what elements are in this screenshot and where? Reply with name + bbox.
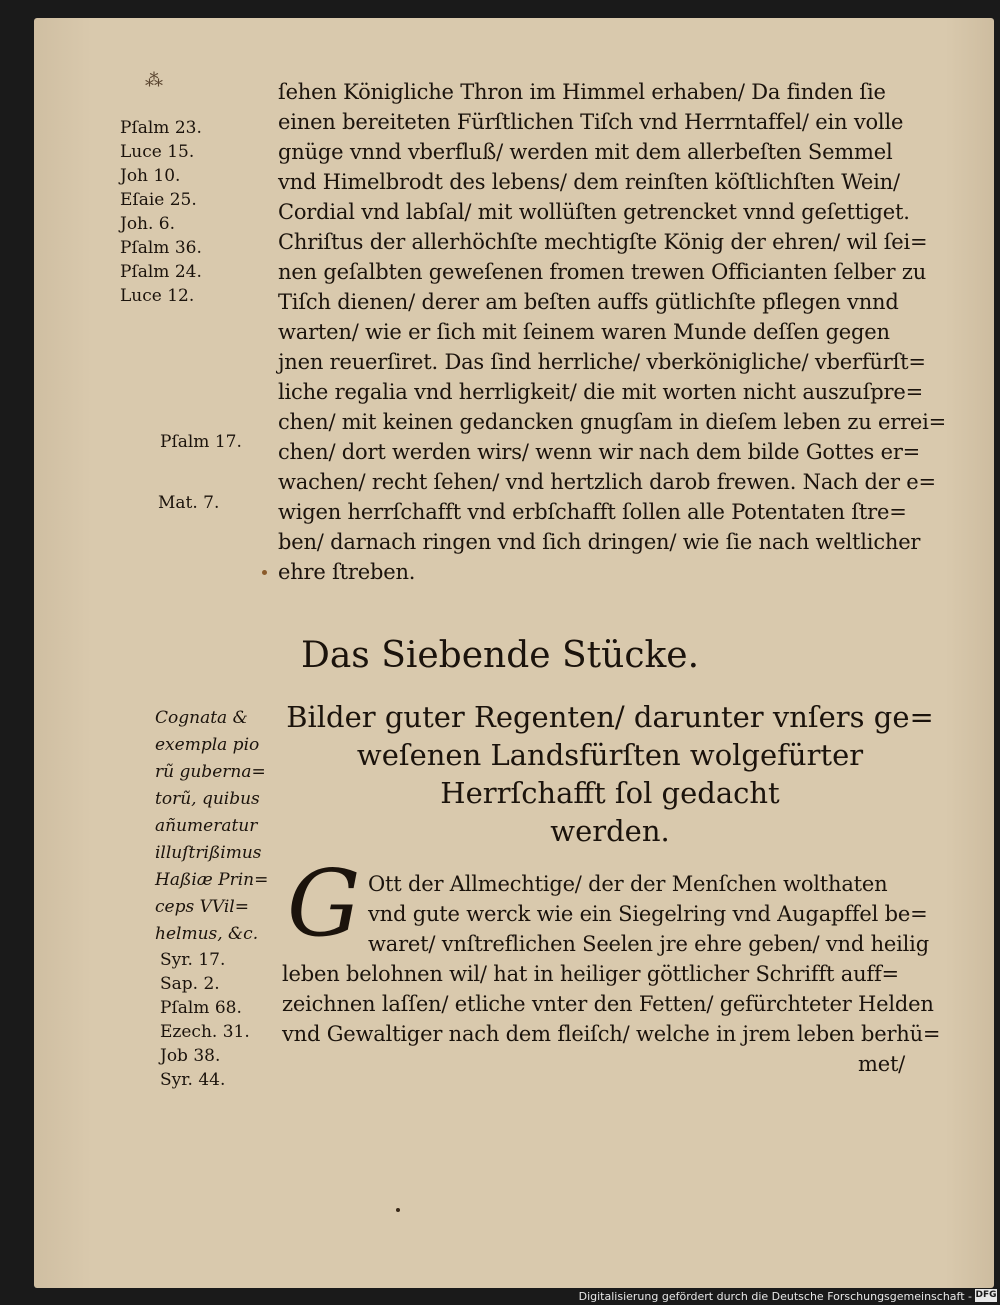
margin-note-line: helmus, &c.: [155, 924, 259, 944]
text-line: warten/ wie er ſich mit ſeinem waren Munde deſſen gegen: [278, 320, 890, 344]
margin-ref: Syr. 44.: [160, 1070, 226, 1090]
text-line: Ott der Allmechtige/ der der Menſchen wolthaten: [368, 872, 888, 896]
margin-ref: Joh. 6.: [120, 214, 176, 234]
margin-ref: Mat. 7.: [158, 493, 220, 513]
margin-note-line: illuſtrißimus: [155, 843, 262, 863]
text-line: wachen/ recht ſehen/ vnd hertzlich darob frewen. Nach der e=: [278, 470, 936, 494]
text-line: Cordial vnd labſal/ mit wollüſten getrencket vnnd geſettiget.: [278, 200, 910, 224]
text-line: wigen herrſchafft vnd erbſchafft ſollen alle Potentaten ſtre=: [278, 500, 907, 524]
margin-note-line: añumeratur: [155, 816, 258, 836]
margin-ref: Pſalm 68.: [160, 998, 242, 1018]
margin-note-line: torũ, quibus: [155, 789, 260, 809]
text-line: Chriſtus der allerhöchſte mechtigſte König der ehren/ wil ſei=: [278, 230, 928, 254]
text-line: zeichnen laſſen/ etliche vnter den Fetten/ gefürchteter Helden: [282, 992, 934, 1016]
margin-ref: Pſalm 23.: [120, 118, 202, 138]
text-line: ben/ darnach ringen vnd ſich dringen/ wie ſie nach weltlicher: [278, 530, 921, 554]
text-line: waret/ vnſtreflichen Seelen jre ehre geben/ vnd heilig: [368, 932, 929, 956]
text-line: vnd gute werck wie ein Siegelring vnd Augapffel be=: [368, 902, 928, 926]
text-line: leben belohnen wil/ hat in heiliger göttlicher Schrifft auff=: [282, 962, 899, 986]
subheading-line: Herrſchafft ſol gedacht: [440, 776, 780, 810]
margin-ref: Syr. 17.: [160, 950, 226, 970]
paper-speck: [396, 1208, 400, 1212]
margin-note-line: rũ guberna=: [155, 762, 266, 782]
margin-note-line: exempla pio: [155, 735, 260, 755]
text-line: met/: [858, 1052, 906, 1076]
text-line: gnüge vnnd vberfluß/ werden mit dem allerbeſten Semmel: [278, 140, 893, 164]
subheading-line: werden.: [550, 814, 670, 848]
margin-note-line: Cognata &: [155, 708, 248, 728]
margin-ref: Eſaie 25.: [120, 190, 197, 210]
text-line: liche regalia vnd herrligkeit/ die mit worten nicht auszuſpre=: [278, 380, 924, 404]
text-line: jnen reuerſiret. Das ſind herrliche/ vberkönigliche/ vberfürſt=: [278, 350, 926, 374]
text-line: nen geſalbten geweſenen fromen trewen Officianten ſelber zu: [278, 260, 927, 284]
subheading-line: weſenen Landsfürſten wolgefürter: [356, 738, 864, 772]
margin-ref: Pſalm 17.: [160, 432, 242, 452]
footer-credit: Digitalisierung gefördert durch die Deutsche Forschungsgemeinschaft -: [578, 1290, 972, 1303]
drop-cap-initial: G: [287, 850, 361, 957]
margin-ref: Pſalm 24.: [120, 262, 202, 282]
margin-ref: Joh 10.: [120, 166, 181, 186]
margin-note-line: Haßiæ Prin=: [155, 870, 269, 890]
margin-ref: Sap. 2.: [160, 974, 220, 994]
margin-ref: Job 38.: [160, 1046, 221, 1066]
text-line: Tiſch dienen/ derer am beſten auffs gütlichſte pflegen vnnd: [278, 290, 899, 314]
text-line: chen/ dort werden wirs/ wenn wir nach dem bilde Gottes er=: [278, 440, 921, 464]
text-line: einen bereiteten Fürſtlichen Tiſch vnd Herrntaffel/ ein volle: [278, 110, 904, 134]
text-line: ehre ſtreben.: [278, 560, 416, 584]
margin-ref: Ezech. 31.: [160, 1022, 250, 1042]
text-line: ſehen Königliche Thron im Himmel erhaben/ Da finden ſie: [278, 80, 886, 104]
section-heading: Das Siebende Stücke.: [300, 635, 700, 676]
text-line: chen/ mit keinen gedancken gnugſam in dieſem leben zu errei=: [278, 410, 947, 434]
text-line: vnd Himelbrodt des lebens/ dem reinſten köſtlichſten Wein/: [278, 170, 900, 194]
margin-ref: Luce 15.: [120, 142, 195, 162]
margin-ref: Pſalm 36.: [120, 238, 202, 258]
dfg-logo: DFG: [975, 1290, 997, 1300]
text-line: vnd Gewaltiger nach dem fleiſch/ welche in jrem leben berhü=: [282, 1022, 941, 1046]
ornament-mark: ⁂: [145, 70, 163, 91]
margin-note-line: ceps VVil=: [155, 897, 249, 917]
subheading-line: Bilder guter Regenten/ darunter vnſers ge=: [286, 700, 934, 734]
margin-ref: Luce 12.: [120, 286, 195, 306]
paper-speck: [262, 570, 267, 575]
